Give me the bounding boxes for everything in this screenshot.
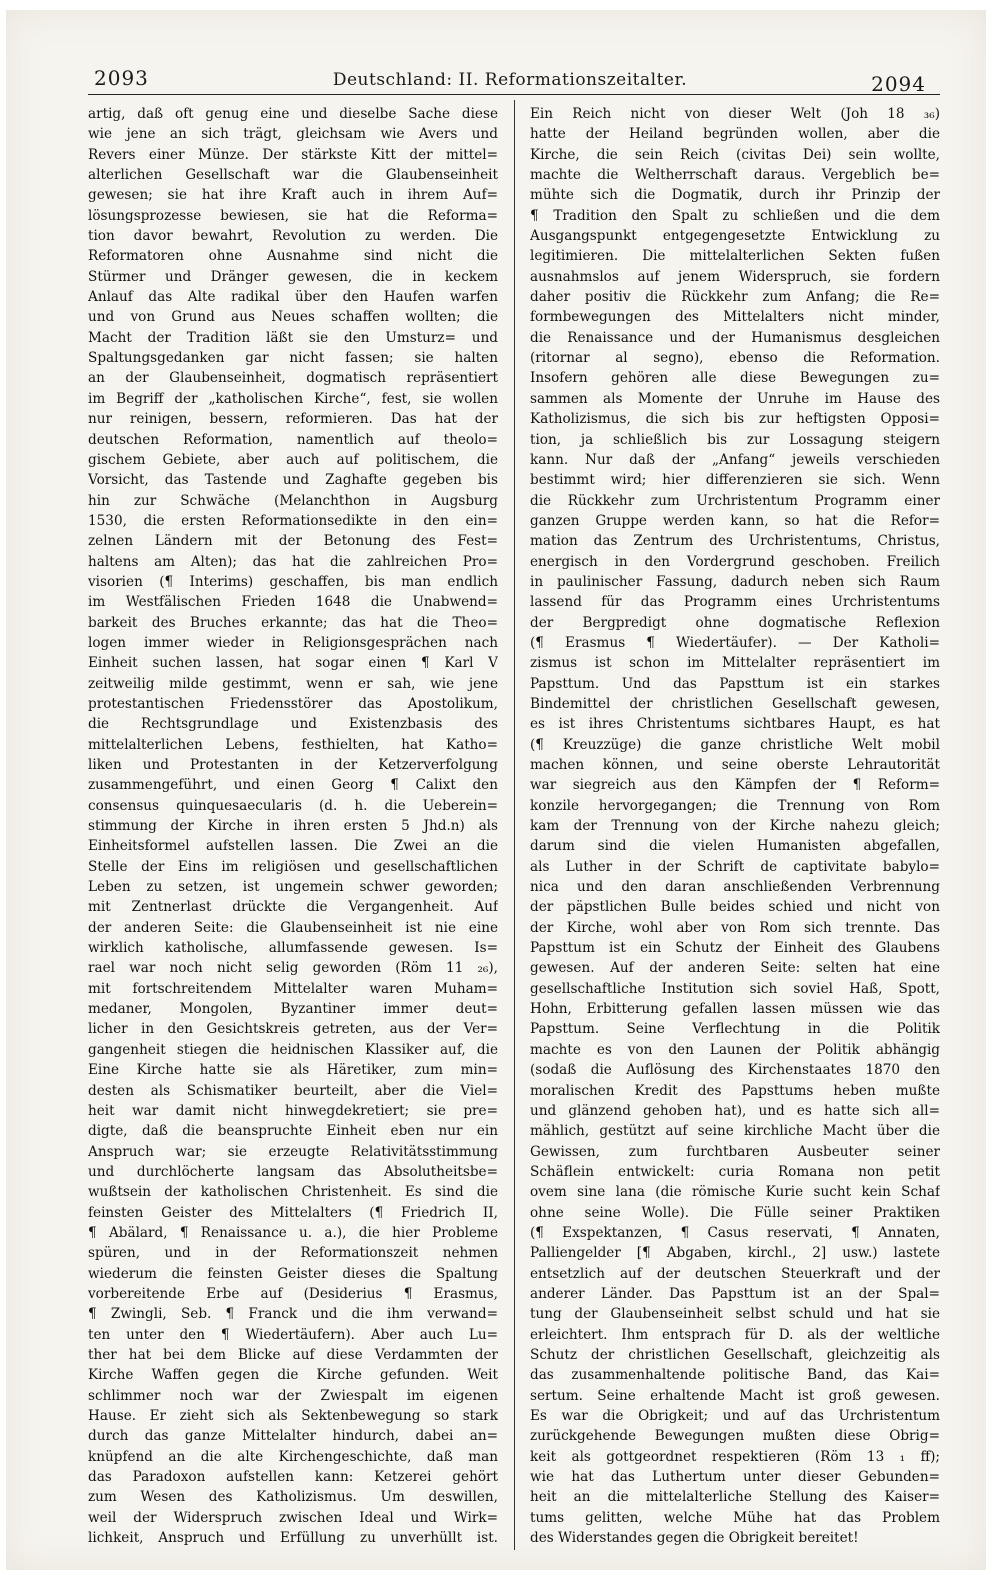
text-line: medaner, Mongolen, Byzantiner immer deut= [88, 1001, 498, 1018]
text-line: durch das ganze Mittelalter hindurch, dabei an= [88, 1428, 498, 1445]
text-line: mittelalterlichen Lebens, festhielten, hat Katho= [88, 736, 498, 753]
text-line: Hause. Er zieht sich als Sektenbewegung so stark [88, 1408, 498, 1424]
text-line: Palliengelder [¶ Abgaben, kirchl., 2] usw.) lastete [530, 1245, 940, 1262]
text-line: artig, daß oft genug eine und dieselbe Sache diese [88, 106, 498, 122]
text-line: Schutz der christlichen Gesellschaft, gleichzeitig als [530, 1346, 940, 1363]
text-line: an der Glaubenseinheit, dogmatisch repräsentiert [88, 370, 498, 387]
text-line: Kirche, die sein Reich (civitas Dei) sein wollte, [530, 146, 940, 163]
text-line: das Paradoxon aufstellen kann: Ketzerei gehört [88, 1469, 498, 1486]
text-line: und durchlöcherte langsam das Absolutheitsbe= [88, 1163, 498, 1180]
text-line: das zusammenhaltende politische Band, das Kai= [530, 1367, 940, 1384]
text-line: haltens am Alten); das hat die zahlreichen Pro= [88, 553, 498, 570]
text-line: lichkeit, Anspruch und Erfüllung zu unverhüllt ist. [88, 1530, 498, 1547]
text-line: und glänzend gehoben hat), und es hatte sich all= [530, 1102, 940, 1119]
text-line: Macht der Tradition läßt sie den Umsturz= und [88, 329, 498, 346]
text-line: energisch in den Vordergrund geschoben. Freilich [530, 553, 940, 570]
text-line: anderer Länder. Das Papsttum ist an der Spal= [530, 1285, 940, 1302]
text-line: digte, daß die beanspruchte Einheit eben nur ein [88, 1123, 498, 1140]
text-line: schlimmer noch war der Zwiespalt im eigenen [88, 1387, 498, 1404]
text-line: die Renaissance und der Humanismus desgleichen [530, 329, 940, 346]
text-line: zeitweilig milde gestimmt, wenn er sah, wie jene [88, 675, 498, 692]
text-line: (¶ Kreuzzüge) die ganze christliche Welt mobil [530, 736, 940, 753]
text-line: Anlauf das Alte radikal über den Haufen warfen [88, 289, 498, 306]
text-line: ausnahmslos auf jenem Widerspruch, sie fordern [530, 268, 940, 285]
text-line: die Rechtsgrundlage und Existenzbasis des [88, 716, 498, 733]
text-line: die Rückkehr zum Urchristentum Programm einer [530, 492, 940, 509]
text-line: feinsten Geister des Mittelalters (¶ Friedrich II, [88, 1204, 498, 1221]
text-line: wie hat das Luthertum unter dieser Gebunden= [530, 1469, 940, 1486]
text-line: Ein Reich nicht von dieser Welt (Joh 18 ₃₆) [530, 106, 940, 122]
text-line: Revers einer Münze. Der stärkste Kitt der mittel= [88, 146, 498, 163]
text-line: spüren, und in der Reformationszeit nehmen [88, 1245, 498, 1262]
text-line: sertum. Seine erhaltende Macht ist groß gewesen. [530, 1387, 940, 1404]
text-line: tung der Glaubenseinheit selbst schuld und hat sie [530, 1306, 940, 1323]
text-line: daher positiv die Rückkehr zum Anfang; die Re= [530, 289, 940, 306]
text-line: ten unter den ¶ Wiedertäufern). Aber auch Lu= [88, 1326, 498, 1343]
right-column [530, 104, 940, 1548]
text-line: licher in den Gesichtskreis getreten, aus der Ver= [88, 1021, 498, 1038]
text-line: mit Zentnerlast drückte die Vergangenheit. Auf [88, 899, 498, 916]
text-line: in paulinischer Fassung, dadurch neben sich Raum [530, 573, 940, 590]
text-line: ohne seine Wolle). Die Fülle seiner Praktiken [530, 1204, 940, 1221]
running-title: Deutschland: II. Reformationszeitalter. [332, 70, 688, 90]
text-line: tums gelitten, welche Mühe hat das Problem [530, 1509, 940, 1526]
text-line: consensus quinquesaecularis (d. h. die Ueberein= [88, 797, 498, 814]
header-rule [88, 94, 940, 95]
text-line: der päpstlichen Bulle beides schied und nicht von [530, 899, 940, 916]
text-line: lassend für das Programm eines Urchristentums [530, 594, 940, 611]
text-line: Hohn, Erbitterung gefallen lassen müssen wie das [530, 1001, 940, 1018]
text-line: mit fortschreitendem Mittelalter waren Muham= [88, 980, 498, 997]
text-line: und von Grund aus Neues schaffen wollten; die [88, 309, 498, 326]
text-line: wußtsein der katholischen Christenheit. Es sind die [88, 1184, 498, 1201]
text-line: als Luther in der Schrift de captivitate babylo= [530, 858, 940, 875]
text-line: gischem Gebiete, aber auch auf politischem, die [88, 451, 498, 468]
text-line: heit an die mittelalterliche Stellung des Kaiser= [530, 1489, 940, 1506]
text-line: (sodaß die Auflösung des Kirchenstaates 1870 den [530, 1062, 940, 1079]
text-line: des Widerstandes gegen die Obrigkeit bereitet! [530, 1530, 859, 1547]
text-line: Papsttum ist ein Schutz der Einheit des Glaubens [530, 940, 940, 957]
text-line: hin zur Schwäche (Melanchthon in Augsburg [88, 492, 498, 509]
text-line: zusammengeführt, und einen Georg ¶ Calixt den [88, 777, 498, 794]
text-line: gangenheit stiegen die heidnischen Klassiker auf, die [88, 1041, 498, 1058]
text-line: barkeit des Bruches erkannte; das hat die Theo= [88, 614, 498, 631]
text-line: ther hat bei dem Blicke auf diese Verdammten der [88, 1346, 498, 1363]
text-line: nur reinigen, bessern, reformieren. Das hat der [88, 411, 498, 428]
text-line: Einheit suchen lassen, hat sogar einen ¶ Karl V [88, 655, 498, 672]
text-line: formbewegungen des Mittelalters nicht minder, [530, 309, 940, 326]
text-line: der anderen Seite: die Glaubenseinheit ist nie eine [88, 919, 498, 936]
text-line: mühte sich die Dogmatik, durch ihr Prinzip der [530, 187, 940, 204]
text-line: im Westfälischen Frieden 1648 die Unabwend= [88, 594, 498, 611]
text-line: (ritornar al segno), ebenso die Reformation. [530, 350, 940, 367]
text-line: zurückgehende Bewegungen mußten diese Obrig= [530, 1428, 940, 1445]
text-line: darum sind die vielen Humanisten abgefallen, [530, 838, 940, 855]
text-line: wie jene an sich trägt, gleichsam wie Avers und [88, 126, 498, 143]
text-line: logen immer wieder in Religionsgesprächen nach [88, 634, 498, 651]
text-line: ovem sine lana (die römische Kurie sucht kein Schaf [530, 1184, 940, 1201]
text-line: liken und Protestanten in der Ketzerverfolgung [88, 757, 498, 773]
text-line: Bindemittel der christlichen Gesellschaft gewesen, [530, 695, 940, 712]
text-line: Papsttum. Seine Verflechtung in die Politik [530, 1021, 940, 1038]
text-line: gewesen. Auf der anderen Seite: selten hat eine [530, 960, 940, 977]
text-line: Gewissen, zum furchtbaren Ausbeuter seiner [530, 1143, 940, 1160]
text-line: alterlichen Gesellschaft war die Glaubenseinheit [88, 167, 498, 184]
text-line: zismus ist schon im Mittelalter repräsentiert im [530, 655, 940, 672]
text-line: Stelle der Eins im religiösen und gesellschaftlichen [88, 858, 498, 875]
text-line: Es war die Obrigkeit; und auf das Urchristentum [530, 1408, 940, 1424]
text-line: wiederum die feinsten Geister dieses die Spaltung [88, 1265, 498, 1282]
text-line: ¶ Tradition den Spalt zu schließen und die dem [530, 207, 940, 224]
text-line: ¶ Abälard, ¶ Renaissance u. a.), die hier Probleme [88, 1224, 498, 1241]
text-line: tion davor bewahrt, Revolution zu werden. Die [88, 228, 498, 245]
text-line: war siegreich aus den Kämpfen der ¶ Reform= [530, 777, 940, 794]
text-line: rael war noch nicht selig geworden (Röm 11 ₂₆), [88, 960, 498, 977]
text-line: machen können, und seine oberste Lehrautorität [530, 757, 940, 773]
text-line: zum Wesen des Katholizismus. Um deswillen, [88, 1489, 498, 1506]
text-line: lösungsprozesse bewiesen, sie hat die Reforma= [88, 207, 498, 224]
text-line: moralischen Kredit des Papsttums heben mußte [530, 1082, 940, 1099]
text-line: erleichtert. Ihm entsprach für D. als der weltliche [530, 1326, 940, 1343]
text-line: Reformatoren ohne Ausnahme sind nicht die [88, 248, 498, 265]
text-line: ¶ Zwingli, Seb. ¶ Franck und die ihm verwand= [88, 1306, 498, 1323]
text-line: legitimieren. Die mittelalterlichen Sekten fußen [530, 248, 940, 265]
text-line: protestantischen Friedensstörer das Apostolikum, [88, 695, 498, 712]
text-line: tion, ja schließlich bis zur Lossagung steigern [530, 431, 940, 448]
text-line: ganzen Gruppe werden kann, so hat die Refor= [530, 512, 940, 529]
text-line: keit als gottgeordnet respektieren (Röm 13 ₁ ff); [530, 1448, 940, 1465]
text-line: Insofern gehören alle diese Bewegungen zu= [530, 370, 940, 387]
text-line: Stürmer und Dränger gewesen, die in keckem [88, 268, 498, 285]
text-line: visorien (¶ Interims) geschaffen, bis man endlich [88, 573, 498, 590]
text-line: sammen als Momente der Unruhe im Hause des [530, 390, 940, 407]
text-line: Ausgangspunkt entgegengesetzte Entwicklung zu [530, 228, 940, 245]
page-number-left: 2093 [94, 66, 149, 90]
text-line: knüpfend an die alte Kirchengeschichte, daß man [88, 1448, 498, 1465]
text-line: entsetzlich auf der deutschen Steuerkraft und der [530, 1265, 940, 1282]
text-line: Schäflein entwickelt: curia Romana non petit [530, 1163, 940, 1180]
text-line: konzile hervorgegangen; die Trennung von Rom [530, 797, 940, 814]
text-line: der Bergpredigt ohne dogmatische Reflexion [530, 614, 940, 631]
text-line: machte die Weltherrschaft daraus. Vergeblich be= [530, 167, 940, 184]
text-line: Katholizismus, die sich bis zur heftigsten Opposi= [530, 411, 940, 428]
text-line: gesellschaftliche Institution sich soviel Haß, Spott, [530, 980, 940, 997]
text-line: Vorsicht, das Tastende und Zaghafte gegeben bis [88, 472, 498, 489]
text-line: weil der Widerspruch zwischen Ideal und Wirk= [88, 1509, 498, 1526]
text-line: Leben zu setzen, ist ungemein schwer geworden; [88, 879, 498, 896]
text-line: mation das Zentrum des Urchristentums, Christus, [530, 533, 940, 550]
text-line: hatte der Heiland begründen wollen, aber die [530, 126, 940, 143]
text-line: desten als Schismatiker beurteilt, aber die Viel= [88, 1082, 498, 1099]
text-line: Papsttum. Und das Papsttum ist ein starkes [530, 675, 940, 692]
text-line: (¶ Erasmus ¶ Wiedertäufer). — Der Katholi= [530, 634, 940, 651]
text-line: zelnen Ländern mit der Betonung des Fest= [88, 533, 498, 550]
text-line: wirklich katholische, allumfassende gewesen. Is= [88, 940, 498, 957]
text-line: gewesen; sie hat ihre Kraft auch in ihrem Auf= [88, 187, 498, 204]
text-line: deutschen Reformation, namentlich auf theolo= [88, 431, 498, 448]
text-line: Spaltungsgedanken gar nicht fassen; sie halten [88, 350, 498, 367]
text-line: (¶ Exspektanzen, ¶ Casus reservati, ¶ Annaten, [530, 1224, 940, 1241]
text-line: bestimmt wird; hier differenzieren sie sich. Wenn [530, 472, 940, 489]
text-line: im Begriff der „katholischen Kirche“, fest, sie wollen [88, 390, 498, 407]
column-divider [514, 100, 515, 1550]
text-line: vorbereitende Erbe auf (Desiderius ¶ Erasmus, [88, 1285, 498, 1302]
text-line: Eine Kirche hatte sie als Häretiker, zum min= [88, 1062, 498, 1079]
text-line: stimmung der Kirche in ihren ersten 5 Jhd.n) als [88, 818, 498, 835]
text-line: nica und den daran anschließenden Verbrennung [530, 879, 940, 896]
text-line: mählich, gestützt auf seine kirchliche Macht über die [530, 1123, 940, 1140]
text-line: Kirche Waffen gegen die Kirche gefunden. Weit [88, 1367, 498, 1384]
page-number-right: 2094 [871, 72, 926, 96]
text-line: kam der Trennung von der Kirche nahezu gleich; [530, 818, 940, 835]
text-line: 1530, die ersten Reformationsedikte in den ein= [88, 512, 498, 529]
text-line: heit war damit nicht hinwegdekretiert; sie pre= [88, 1102, 498, 1119]
text-line: kann. Nur daß der „Anfang“ jeweils verschieden [530, 451, 940, 468]
text-line: der Kirche, wohl aber von Rom sich trennte. Das [530, 919, 940, 936]
text-line: Anspruch war; sie erzeugte Relativitätsstimmung [88, 1143, 498, 1160]
text-line: machte es von den Launen der Politik abhängig [530, 1041, 940, 1058]
text-line: es ist ihres Christentums sichtbares Haupt, es hat [530, 716, 940, 733]
text-line: Einheitsformel aufstellen lassen. Die Zwei an die [88, 838, 498, 855]
left-column [88, 104, 498, 1548]
